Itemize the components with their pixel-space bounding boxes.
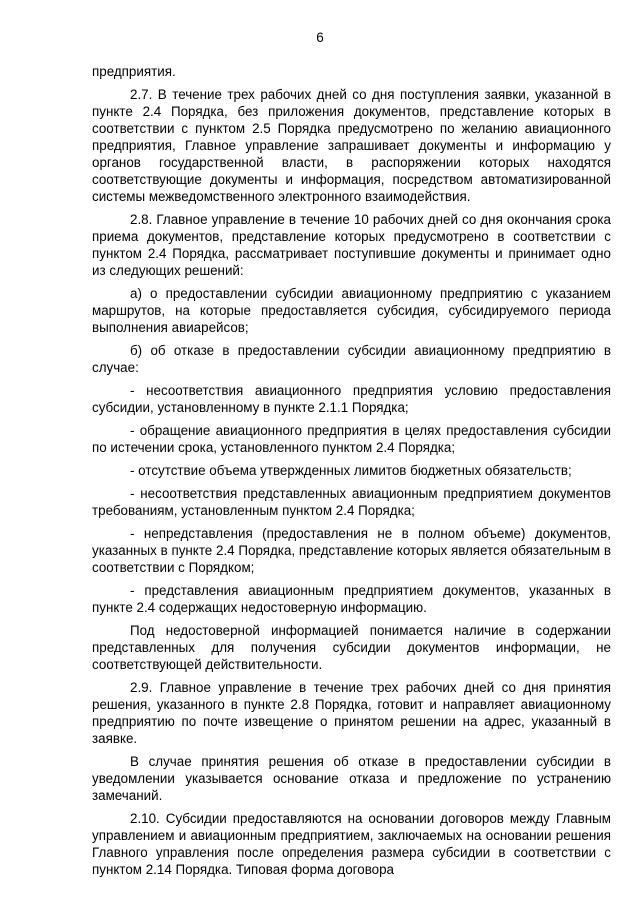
page-number: 6 [316, 30, 324, 45]
paragraph-false-information: Под недостоверной информацией понимается наличие в содержании представленных для получения субсидии документов информации, не соответствующей действительности. [92, 623, 611, 672]
refusal-reason-item: - представления авиационным предприятием документов, указанных в пункте 2.4 содержащих недостоверную информацию. [92, 583, 611, 615]
paragraph-2-7: 2.7. В течение трех рабочих дней со дня поступления заявки, указанной в пункте 2.4 Порядка, без приложения документов, представление которых в соответствии с пунктом 2.5 Порядка предусмотрено по желанию авиационного предприятия, Главное управление запрашивает документы и информацию у органов государственной власти, в распоряжении которых находятся соответствующие документы и информация, посредством автоматизированной системы межведомственного электронного взаимодействия. [92, 87, 611, 204]
paragraph-2-8: 2.8. Главное управление в течение 10 рабочих дней со дня окончания срока приема документов, представление которых предусмотрено в соответствии с пунктом 2.4 Порядка, рассматривает поступившие документы и принимает одно из следующих решений: [92, 212, 611, 278]
paragraph-2-8-a: а) о предоставлении субсидии авиационному предприятию с указанием маршрутов, на которые предоставляется субсидия, субсидируемого периода выполнения авиарейсов; [92, 286, 611, 335]
refusal-reason-item: - обращение авиационного предприятия в целях предоставления субсидии по истечении срока, установленного пунктом 2.4 Порядка; [92, 423, 611, 455]
refusal-reason-item: - непредставления (предоставления не в полном объеме) документов, указанных в пункте 2.4 Порядка, представление которых является обязательным в соответствии с Порядком; [92, 526, 611, 575]
refusal-reason-item: - несоответствия авиационного предприятия условию предоставления субсидии, установленному в пункте 2.1.1 Порядка; [92, 383, 611, 415]
paragraph-2-8-b: б) об отказе в предоставлении субсидии авиационному предприятию в случае: [92, 343, 611, 375]
paragraph-refusal-notice: В случае принятия решения об отказе в предоставлении субсидии в уведомлении указывается основание отказа и предложение по устранению замечаний. [92, 754, 611, 803]
paragraph-2-10: 2.10. Субсидии предоставляются на основании договоров между Главным управлением и авиационным предприятием, заключаемых на основании решения Главного управления после определения размера субсидии в соответствии с пунктом 2.14 Порядка. Типовая форма договора [92, 811, 611, 877]
refusal-reason-item: - отсутствие объема утвержденных лимитов бюджетных обязательств; [130, 463, 572, 478]
refusal-reason-item: - несоответствия представленных авиационным предприятием документов требованиям, установленным пунктом 2.4 Порядка; [92, 486, 611, 518]
paragraph-continuation: предприятия. [92, 64, 176, 79]
paragraph-2-9: 2.9. Главное управление в течение трех рабочих дней со дня принятия решения, указанного в пункте 2.8 Порядка, готовит и направляет авиационному предприятию по почте извещение о принятом решении на адрес, указанный в заявке. [92, 680, 611, 746]
document-body [92, 63, 611, 884]
